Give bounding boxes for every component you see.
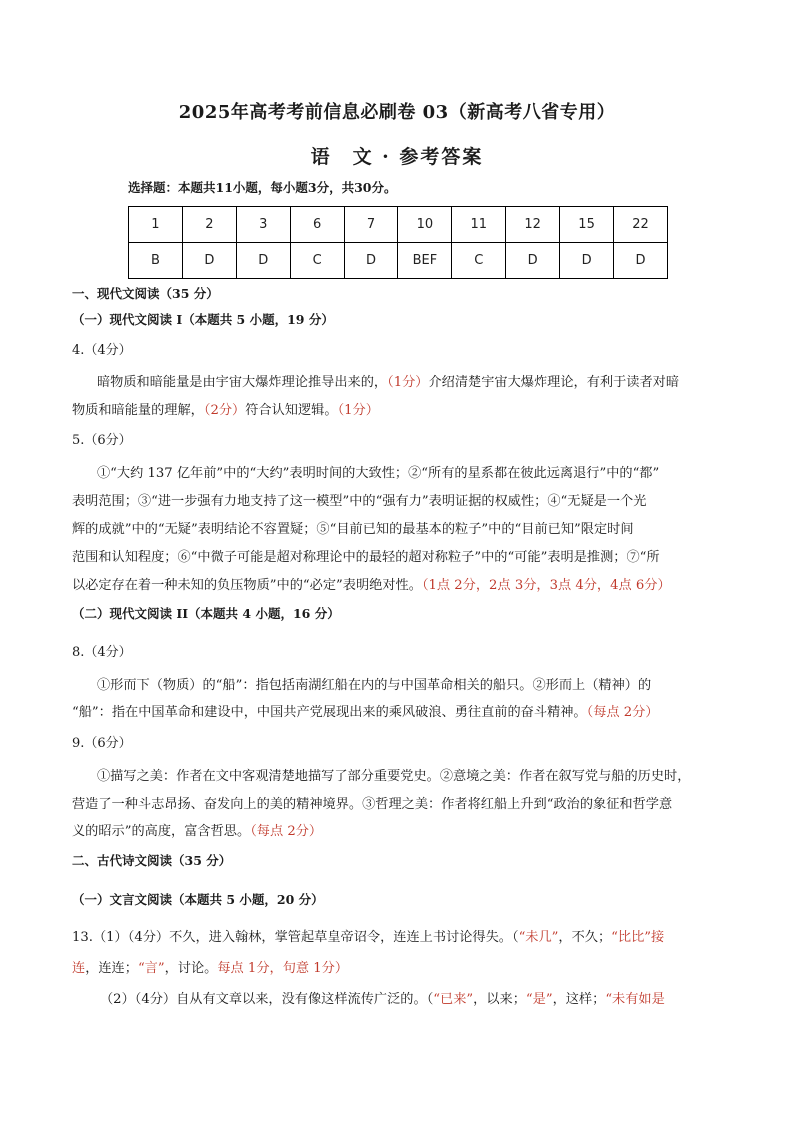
question-number-cell: 11 [452,207,506,243]
question-number-cell: 15 [560,207,614,243]
section2-heading: 二、古代诗文阅读（35 分） [72,853,232,868]
question-number-cell: 1 [129,207,183,243]
q13-keyword: “已来” [433,992,474,1007]
table-row-questions [129,207,668,243]
q4-label: 4.（4分） [72,343,132,358]
q4-text: 符合认知逻辑。 [245,403,338,418]
question-number-cell: 22 [614,207,668,243]
q4-text: 介绍清楚宇宙大爆炸理论，有利于读者对暗 [428,375,680,390]
q8-line1: ①形而下（物质）的“船”：指包括南湖红船在内的与中国革命相关的船只。②形而上（精神）的 [97,678,652,693]
q4-line2 [72,402,379,420]
q5-line5 [72,577,671,595]
section1-heading: 一、现代文阅读（35 分） [72,286,219,301]
answer-cell: D [182,243,236,279]
q5-line2: 表明范围；③“进一步强有力地支持了这一模型”中的“强有力”表明证据的权威性；④“无疑是一个光 [72,494,647,509]
q13-text: （2）（4分）自从有文章以来，没有像这样流传广泛的。（ [100,992,434,1007]
q8-line2 [72,704,659,722]
q9-line1: ①描写之美：作者在文中客观清楚地描写了部分重要党史。②意境之美：作者在叙写党与船的历史时， [97,769,691,784]
q13-score: 每点 1分，句意 1分） [217,961,349,976]
q13-text: ，以来； [473,992,526,1007]
page-subtitle: 语 文 · 参考答案 [310,146,484,168]
q13-text: ，讨论。 [164,961,218,976]
q8-score: （每点 2分） [586,705,659,720]
question-number-cell: 10 [398,207,452,243]
q8-text: “船”：指在中国革命和建设中，中国共产党展现出来的乘风破浪、勇往直前的奋斗精神。 [72,705,587,720]
section1-sub2-heading: （二）现代文阅读 II（本题共 4 小题，16 分） [72,606,340,621]
q9-line2: 营造了一种斗志昂扬、奋发向上的美的精神境界。③哲理之美：作者将红船上升到“政治的象征和哲学意 [72,797,673,812]
q4-score: （1分） [337,403,379,418]
q9-label: 9.（6分） [72,736,132,751]
answer-cell: D [236,243,290,279]
q5-score: （1点 2分，2点 3分，3点 4分，4点 6分） [421,578,671,593]
answer-cell: BEF [398,243,452,279]
section1-sub1-heading: （一）现代文阅读 I（本题共 5 小题，19 分） [72,312,334,327]
q4-score: （2分） [203,403,246,418]
choice-answer-table [128,206,668,279]
answer-cell: D [506,243,560,279]
q13-keyword: “是” [525,992,553,1007]
q13-keyword: “未有如是 [605,992,665,1007]
q13-text: ，这样； [552,992,606,1007]
q9-score: （每点 2分） [250,824,323,839]
q8-label: 8.（4分） [72,645,132,660]
question-number-cell: 6 [290,207,344,243]
q13-text: ，连连； [85,961,138,976]
answer-cell: C [290,243,344,279]
question-number-cell: 2 [182,207,236,243]
q5-text: 以必定存在着一种未知的负压物质”中的“必定”表明绝对性。 [72,578,422,593]
answer-cell: C [452,243,506,279]
q13-text: ，不久； [558,930,612,945]
q5-label: 5.（6分） [72,433,132,448]
q4-text: 物质和暗能量的理解， [72,403,204,418]
q5-line1: ①“大约 137 亿年前”中的“大约”表明时间的大致性；②“所有的星系都在彼此远离退行”中的“都” [97,466,660,481]
answer-cell: B [129,243,183,279]
q4-text: 暗物质和暗能量是由宇宙大爆炸理论推导出来的， [97,375,388,390]
answer-cell: D [560,243,614,279]
q13-part1-line2 [72,960,348,978]
answer-cell: D [344,243,398,279]
table-row-answers [129,243,668,279]
question-number-cell: 3 [236,207,290,243]
q9-text: 义的昭示”的高度，富含哲思。 [72,824,251,839]
q13-part1-line1 [72,929,664,947]
q13-keyword: 连 [72,961,86,976]
q13-text: 13.（1）（4分）不久，进入翰林，掌管起草皇帝诏令，连连上书讨论得失。（ [72,930,519,945]
q13-keyword: “言” [137,961,165,976]
q9-line3 [72,823,322,841]
q5-line3: 辉的成就”中的“无疑”表明结论不容置疑；⑤“目前已知的最基本的粒子”中的“目前已知”限定时间 [72,522,634,537]
answer-cell: D [614,243,668,279]
q4-score: （1分） [387,375,429,390]
page-title: 2025年高考考前信息必刷卷 03（新高考八省专用） [178,102,616,123]
q4-line1 [97,374,679,392]
section2-sub1-heading: （一）文言文阅读（本题共 5 小题，20 分） [72,892,324,907]
question-number-cell: 7 [344,207,398,243]
q13-part2-line1 [100,991,665,1009]
question-number-cell: 12 [506,207,560,243]
q13-keyword: “未几” [518,930,559,945]
q5-line4: 范围和认知程度；⑥“中微子可能是超对称理论中的最轻的超对称粒子”中的“可能”表明是推测；⑦“所 [72,550,660,565]
q13-keyword: “比比”接 [611,930,665,945]
choice-intro: 选择题：本题共11小题，每小题3分，共30分。 [128,180,397,195]
